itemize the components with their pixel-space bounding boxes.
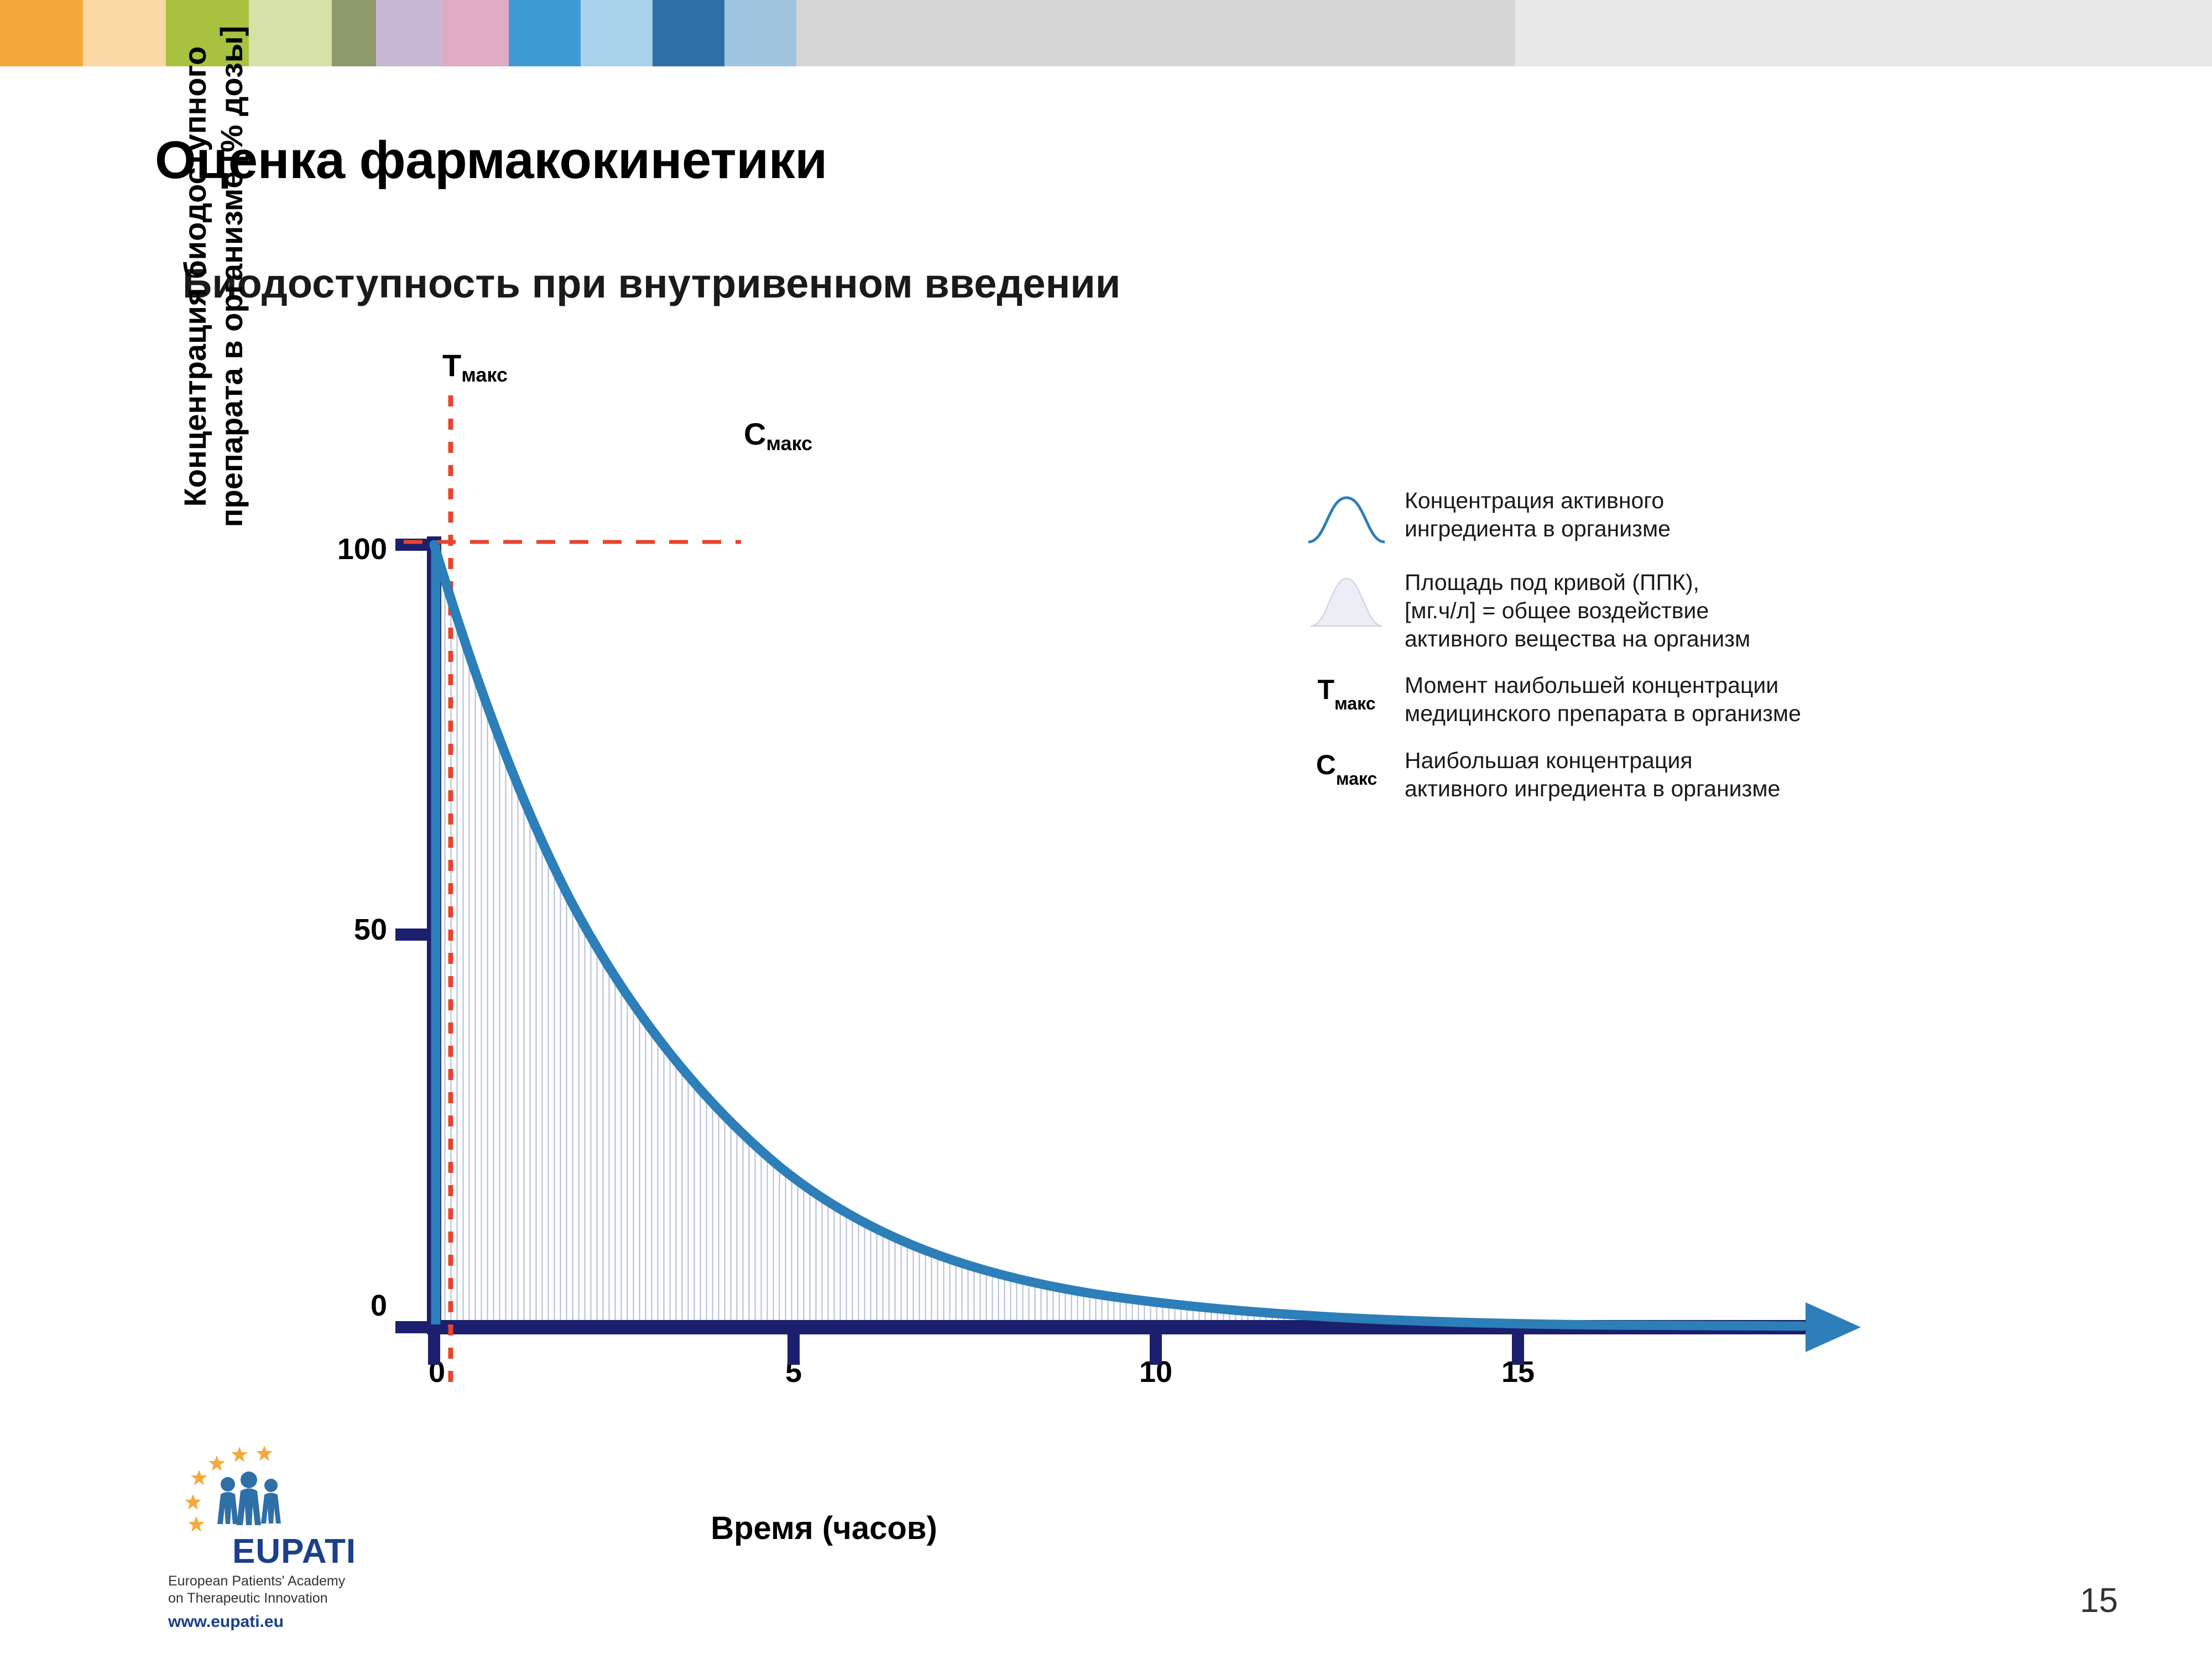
legend-item-tmax xyxy=(1288,671,2018,728)
decorative-color-strip xyxy=(0,0,2212,66)
x-tick-0: 0 xyxy=(428,1355,446,1389)
color-swatch xyxy=(83,0,166,66)
bell-curve-icon xyxy=(1288,487,1405,550)
x-tick-10: 10 xyxy=(1139,1355,1173,1389)
tmax-abbr-icon xyxy=(1288,671,1405,714)
logo-wordmark: EUPATI xyxy=(232,1532,357,1571)
color-swatch xyxy=(332,0,376,66)
logo-url[interactable]: www.eupati.eu xyxy=(168,1613,284,1631)
auc-area-icon xyxy=(1288,568,1405,632)
color-swatch xyxy=(166,0,249,66)
page-title: Оценка фармакокинетики xyxy=(155,131,827,190)
chart-legend xyxy=(1288,487,2018,822)
legend-text-tmax: Момент наибольшей концентрации медицинского препарата в организме xyxy=(1405,672,1801,727)
tmax-annotation: $T_{макс}$ xyxy=(442,348,508,386)
x-tick-5: 5 xyxy=(785,1355,802,1389)
cmax-abbr-text: $C_{макс}$ xyxy=(1316,749,1378,789)
cmax-abbr-icon xyxy=(1288,747,1405,789)
chart-title: Биодоступность при внутривенном введении xyxy=(182,260,1121,306)
y-axis-label-line2: препарата в организме [% дозы] xyxy=(214,25,249,528)
color-swatch xyxy=(796,0,1515,66)
legend-item-concentration xyxy=(1288,487,2018,550)
legend-item-auc xyxy=(1288,568,2018,653)
tmax-abbr-text: $T_{макс}$ xyxy=(1317,674,1376,714)
x-tick-15: 15 xyxy=(1501,1355,1535,1389)
y-tick-0: 0 xyxy=(370,1289,387,1322)
x-axis-arrowhead xyxy=(1806,1302,1861,1352)
color-swatch xyxy=(509,0,581,66)
legend-text-cmax: Наибольшая концентрация активного ингредиента в организме xyxy=(1405,748,1781,801)
cmax-annotation: $C_{макс}$ xyxy=(744,416,813,455)
legend-item-cmax xyxy=(1288,747,2018,803)
y-tick-100: 100 xyxy=(337,533,387,566)
page-number: 15 xyxy=(2080,1582,2118,1620)
color-swatch xyxy=(376,0,442,66)
color-swatch xyxy=(1515,0,2212,66)
color-swatch xyxy=(653,0,724,66)
color-swatch xyxy=(249,0,332,66)
eupati-logo xyxy=(166,1449,426,1642)
color-swatch xyxy=(442,0,509,66)
logo-tagline: European Patients' Academy on Therapeutic Innovation xyxy=(168,1573,346,1606)
legend-text-concentration: Концентрация активного ингредиента в организме xyxy=(1405,488,1671,541)
legend-text-auc: Площадь под кривой (ППК), [мг.ч/л] = общее воздействие активного вещества на организм xyxy=(1405,570,1751,651)
color-swatch xyxy=(581,0,653,66)
x-axis-label: Время (часов) xyxy=(711,1510,937,1546)
y-tick-50: 50 xyxy=(353,913,387,946)
y-axis-label-line1: Концентрация биодоступного xyxy=(178,46,212,507)
color-swatch xyxy=(0,0,83,66)
color-swatch xyxy=(724,0,796,66)
